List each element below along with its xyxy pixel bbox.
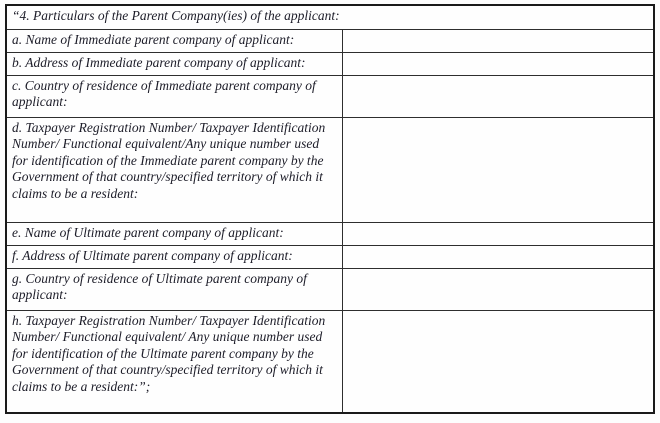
table-row-f (6, 245, 654, 268)
row-label-f: f. Address of Ultimate parent company of applicant: (6, 245, 342, 268)
table-row-d (6, 117, 654, 222)
row-value-a (342, 29, 654, 52)
row-value-c (342, 75, 654, 117)
row-value-e (342, 222, 654, 245)
row-value-b (342, 52, 654, 75)
row-value-h (342, 310, 654, 413)
table-row-c (6, 75, 654, 117)
row-label-c: c. Country of residence of Immediate parent company of applicant: (6, 75, 342, 117)
table-row-b (6, 52, 654, 75)
row-label-a: a. Name of Immediate parent company of applicant: (6, 29, 342, 52)
row-value-f (342, 245, 654, 268)
table-title: “4. Particulars of the Parent Company(ies) of the applicant: (6, 5, 654, 29)
row-label-b: b. Address of Immediate parent company of applicant: (6, 52, 342, 75)
table-row-g (6, 268, 654, 310)
parent-company-particulars-table (5, 4, 655, 414)
table-row-e (6, 222, 654, 245)
table-row-h (6, 310, 654, 413)
row-label-g: g. Country of residence of Ultimate parent company of applicant: (6, 268, 342, 310)
table-header-row (6, 5, 654, 29)
row-label-h: h. Taxpayer Registration Number/ Taxpayer Identification Number/ Functional equivalent/ Any unique number used for identification of the Ultimate parent company by the Government of that country/specified territory of which it claims to be a resident:”; (6, 310, 342, 413)
row-label-d: d. Taxpayer Registration Number/ Taxpayer Identification Number/ Functional equivalent/Any unique number used for identification of the Immediate parent company by the Government of that country/specified territory of which it claims to be a resident: (6, 117, 342, 222)
row-label-e: e. Name of Ultimate parent company of applicant: (6, 222, 342, 245)
row-value-g (342, 268, 654, 310)
table-row-a (6, 29, 654, 52)
row-value-d (342, 117, 654, 222)
